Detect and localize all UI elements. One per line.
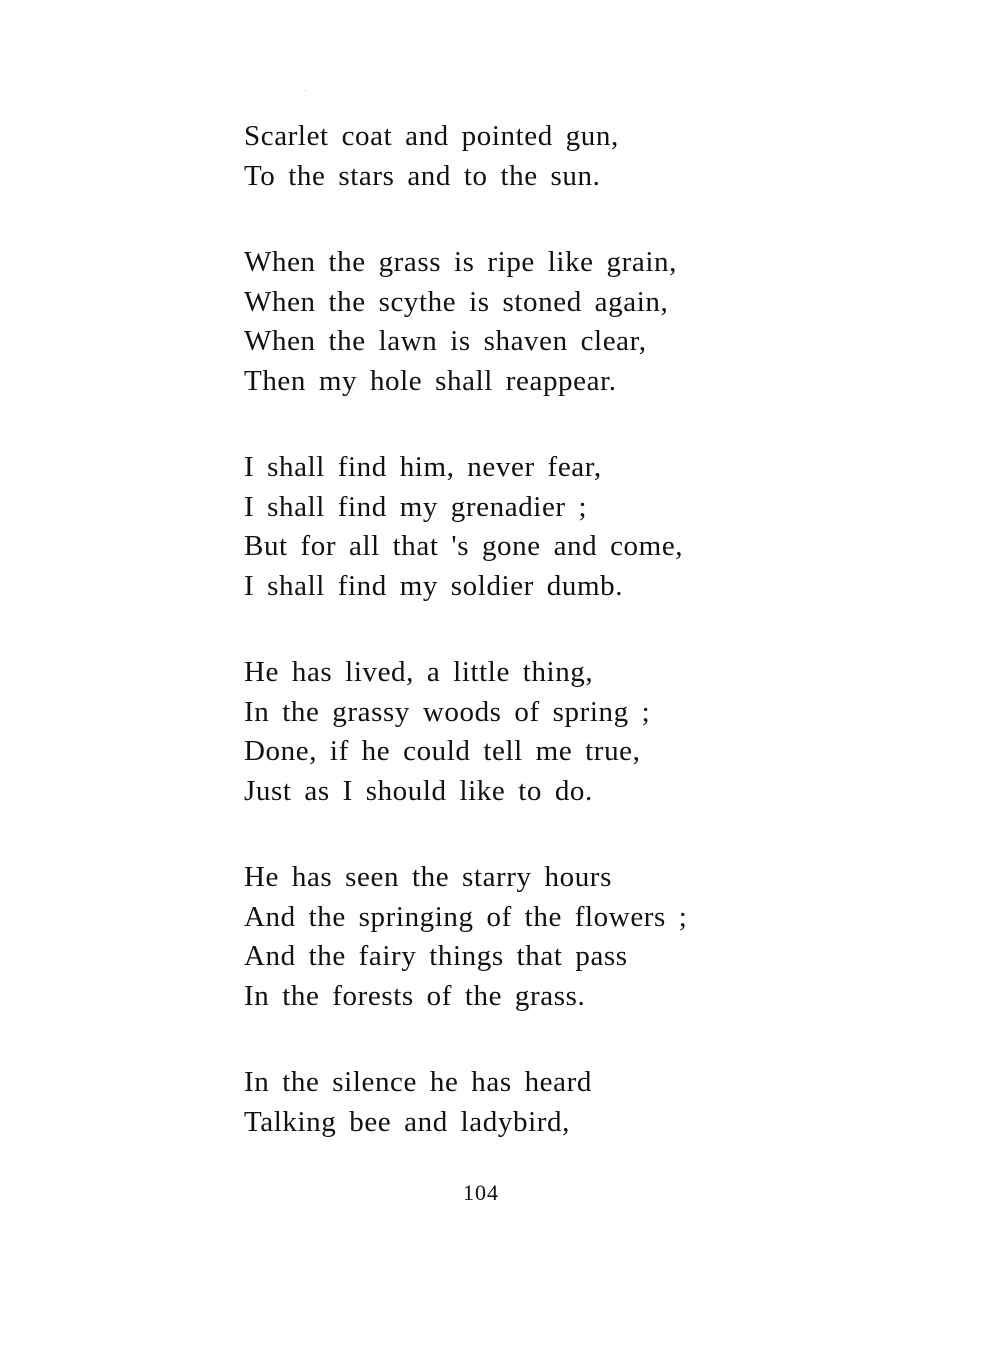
stanza-6 [244, 1063, 804, 1142]
poem-line: I shall find him, never fear, [244, 451, 602, 483]
poem-line: Done, if he could tell me true, [244, 735, 641, 767]
poem-line: And the springing of the flowers ; [244, 900, 688, 933]
poem-line: Scarlet coat and pointed gun, [244, 120, 619, 152]
poem-line: In the silence he has heard [244, 1066, 592, 1098]
poem-line: In the grassy woods of spring ; [244, 695, 651, 728]
poem-line: He has lived, a little thing, [244, 656, 594, 688]
poem-line: Talking bee and ladybird, [244, 1105, 570, 1138]
stanza-5 [244, 858, 804, 1016]
poem-line: In the forests of the grass. [244, 979, 586, 1012]
poem-line: Then my hole shall reappear. [244, 364, 617, 397]
poem-line: And the fairy things that pass [244, 940, 628, 972]
poem-line: He has seen the starry hours [244, 861, 612, 893]
poem-line: I shall find my soldier dumb. [244, 569, 624, 602]
stanza-3 [244, 448, 804, 606]
poem-line: Just as I should like to do. [244, 774, 593, 807]
poem-line: When the grass is ripe like grain, [244, 246, 677, 278]
poem-line: I shall find my grenadier ; [244, 490, 588, 523]
paper-speck [305, 90, 306, 91]
poem-line: To the stars and to the sun. [244, 159, 601, 192]
page-number-container [0, 1180, 1000, 1206]
stanza-1 [244, 117, 804, 196]
poem-body [244, 117, 804, 1142]
poem-line: But for all that 's gone and come, [244, 530, 684, 562]
stanza-4 [244, 653, 804, 811]
page-number: 104 [463, 1180, 499, 1205]
stanza-2 [244, 243, 804, 401]
poem-line: When the scythe is stoned again, [244, 285, 669, 318]
poem-line: When the lawn is shaven clear, [244, 325, 647, 357]
